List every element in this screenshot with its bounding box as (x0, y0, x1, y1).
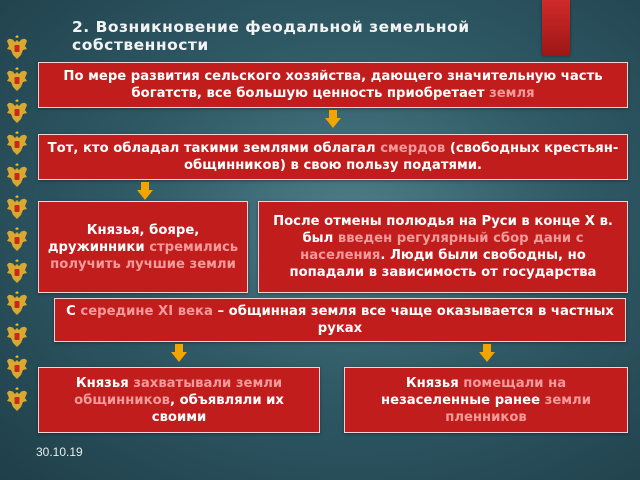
box-tribute-highlight: введен регулярный сбор дани с населения (300, 231, 584, 263)
down-arrow-icon (479, 344, 495, 362)
box-seize-lands-text-end: , объявляли их своими (151, 392, 284, 425)
box-seize-lands (38, 367, 320, 433)
box-smerdy-taxes (38, 134, 628, 180)
box-tribute-text: После отмены полюдья на Руси в конце X в. был (273, 214, 613, 246)
emblem-strip (0, 0, 34, 480)
box-captives-text: Князья (405, 375, 464, 391)
double-headed-eagle-icon (5, 352, 29, 382)
box-eleventh-century-text: С (66, 304, 81, 319)
double-headed-eagle-icon (5, 160, 29, 190)
box-eleventh-century (54, 298, 626, 342)
box-land-value-highlight: земля (489, 86, 535, 101)
double-headed-eagle-icon (5, 192, 29, 222)
double-headed-eagle-icon (5, 128, 29, 158)
double-headed-eagle-icon (5, 64, 29, 94)
box-princes-boyars (38, 201, 248, 293)
double-headed-eagle-icon (5, 96, 29, 126)
down-arrow-icon (137, 182, 153, 200)
box-captives-highlight-end: земли пленников (445, 392, 591, 425)
double-headed-eagle-icon (5, 288, 29, 318)
box-captives (344, 367, 628, 433)
box-smerdy-taxes-text: Тот, кто обладал такими землями облагал (47, 141, 381, 156)
down-arrow-icon (171, 344, 187, 362)
double-headed-eagle-icon (5, 32, 29, 62)
box-princes-boyars-text: Князья, бояре, дружинники (47, 222, 200, 255)
box-smerdy-taxes-highlight: смердов (380, 141, 446, 156)
double-headed-eagle-icon (5, 320, 29, 350)
decorative-red-bar (542, 0, 570, 56)
box-tribute (258, 201, 628, 293)
box-eleventh-century-highlight: середине XI века (80, 304, 213, 319)
box-eleventh-century-text-end: – общинная земля все чаще оказывается в частных руках (212, 304, 614, 336)
box-land-value-text: По мере развития сельского хозяйства, дающего значительную часть богатств, все большую ценность приобретает (63, 69, 603, 101)
slide-date: 30.10.19 (36, 445, 83, 459)
slide-title: 2. Возникновение феодальной земельной собственности (72, 18, 470, 54)
box-land-value (38, 62, 628, 108)
box-tribute-text-end: . Люди были свободны, но попадали в зависимость от государства (289, 248, 597, 280)
box-captives-highlight: помещали на (463, 375, 567, 391)
box-captives-text-mid: незаселенные ранее (381, 392, 545, 408)
box-princes-boyars-highlight: стремились получить лучшие земли (50, 239, 239, 272)
double-headed-eagle-icon (5, 384, 29, 414)
double-headed-eagle-icon (5, 256, 29, 286)
box-smerdy-taxes-text-end: (свободных крестьян-общинников) в свою пользу податями. (184, 141, 619, 173)
box-seize-lands-text: Князья (75, 375, 134, 391)
box-seize-lands-highlight: захватывали земли общинников (74, 375, 283, 408)
double-headed-eagle-icon (5, 224, 29, 254)
down-arrow-icon (325, 110, 341, 128)
